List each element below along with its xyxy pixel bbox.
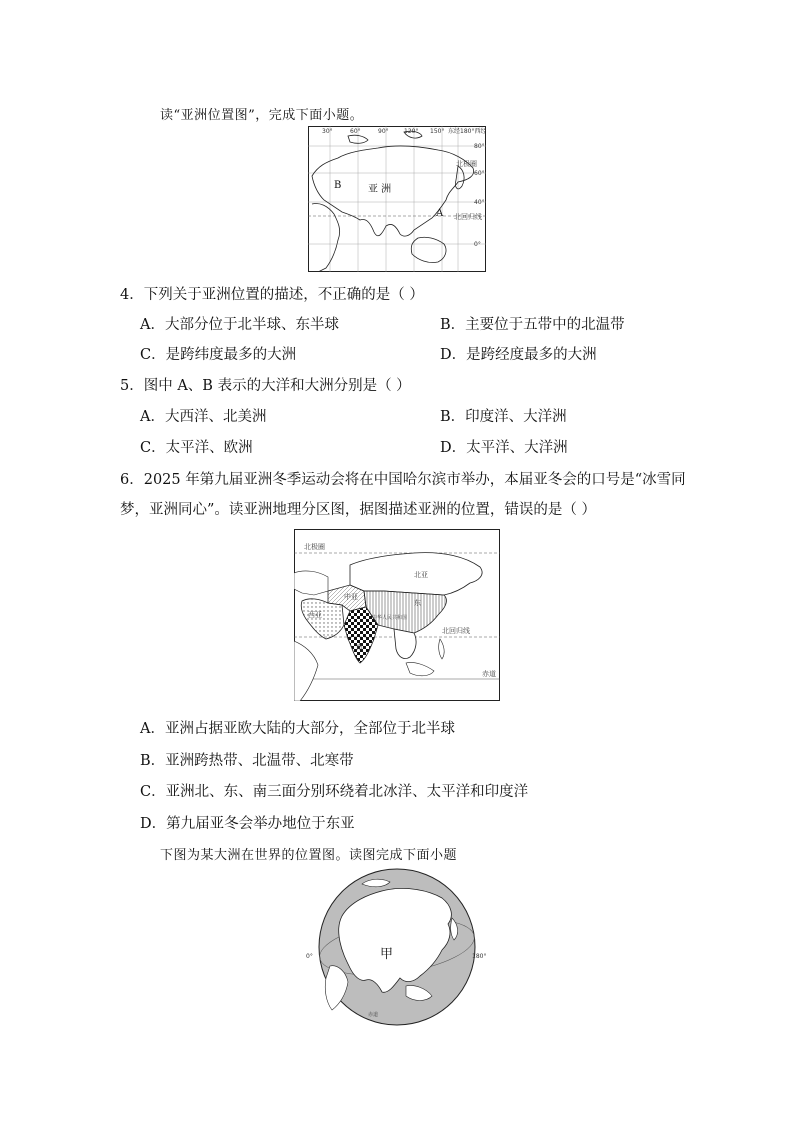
map1-tick-30: 30°: [322, 128, 333, 135]
map1-tick-180-label: 东经180°西经: [448, 128, 486, 135]
map3-deg180-label: 180°: [472, 953, 487, 960]
q6-option-a[interactable]: A．亚洲占据亚欧大陆的大部分，全部位于北半球: [140, 721, 455, 737]
q5-option-d[interactable]: D．太平洋、大洋洲: [440, 440, 568, 456]
q4-option-c[interactable]: C．是跨纬度最多的大洲: [140, 347, 297, 363]
q5-stem: 5．图中 A、B 表示的大洋和大洲分别是（ ）: [120, 378, 411, 394]
map2-arctic-label: 北极圈: [304, 543, 325, 551]
map1-tick-lat40: 40°: [474, 199, 485, 206]
map2-east-label: 东: [414, 599, 421, 607]
map1-asia-label: 亚 洲: [368, 184, 392, 195]
q4-option-d[interactable]: D．是跨经度最多的大洲: [440, 347, 597, 363]
q6-option-d[interactable]: D．第九届亚冬会举办地位于东亚: [140, 816, 355, 832]
q4-stem: 4．下列关于亚洲位置的描述，不正确的是（ ）: [120, 287, 424, 303]
map1-tick-lat80: 80°: [474, 143, 485, 150]
q6-option-c[interactable]: C．亚洲北、东、南三面分别环绕着北冰洋、太平洋和印度洋: [140, 784, 529, 800]
q4-option-a[interactable]: A．大部分位于北半球、东半球: [140, 317, 339, 333]
map1-tick-90: 90°: [378, 128, 389, 135]
map2-china-label: 中华人民共和国: [372, 615, 408, 621]
map2-south-label: 南: [356, 643, 363, 651]
asia-regions-map: [294, 529, 500, 701]
intro-text-2: 下图为某大洲在世界的位置图。读图完成下面小题: [160, 848, 458, 863]
map1-arctic-label: 北极圈: [456, 160, 477, 168]
map2-west-label: 西亚: [308, 611, 322, 619]
map1-tick-60: 60°: [350, 128, 361, 135]
map2-equator-label: 赤道: [482, 670, 496, 678]
map1-tick-lat60: 60°: [474, 170, 485, 177]
q6-stem-line2: 梦，亚洲同心”。读亚洲地理分区图，据图描述亚洲的位置，错误的是（ ）: [120, 502, 597, 518]
q5-option-c[interactable]: C．太平洋、欧洲: [140, 440, 253, 456]
map1-label-a: A: [436, 208, 444, 219]
q6-option-b[interactable]: B．亚洲跨热带、北温带、北寒带: [140, 753, 354, 769]
map2-central-label: 中亚: [344, 593, 358, 601]
map1-tick-lat0: 0°: [474, 241, 481, 248]
map1-tropic-label: 北回归线: [454, 213, 482, 221]
map1-tick-120: 120°: [404, 128, 419, 135]
map2-tropic-label: 北回归线: [442, 627, 470, 635]
map1-tick-150: 150°: [430, 128, 445, 135]
map3-deg0-label: 0°: [306, 953, 313, 960]
map2-north-label: 北亚: [414, 571, 428, 579]
intro-text-1: 读“亚洲位置图”，完成下面小题。: [160, 108, 364, 123]
map3-jia-label: 甲: [380, 947, 394, 962]
map3-equator-label: 赤道: [368, 1012, 379, 1018]
asia-location-map: [308, 126, 486, 272]
q6-stem-line1: 6．2025 年第九届亚洲冬季运动会将在中国哈尔滨市举办，本届亚冬会的口号是“冰雪同: [120, 472, 686, 488]
continent-globe-map: [302, 866, 492, 1028]
q5-option-b[interactable]: B．印度洋、大洋洲: [440, 409, 567, 425]
q5-option-a[interactable]: A．大西洋、北美洲: [140, 409, 267, 425]
map1-label-b: B: [334, 180, 342, 191]
q4-option-b[interactable]: B．主要位于五带中的北温带: [440, 317, 625, 333]
